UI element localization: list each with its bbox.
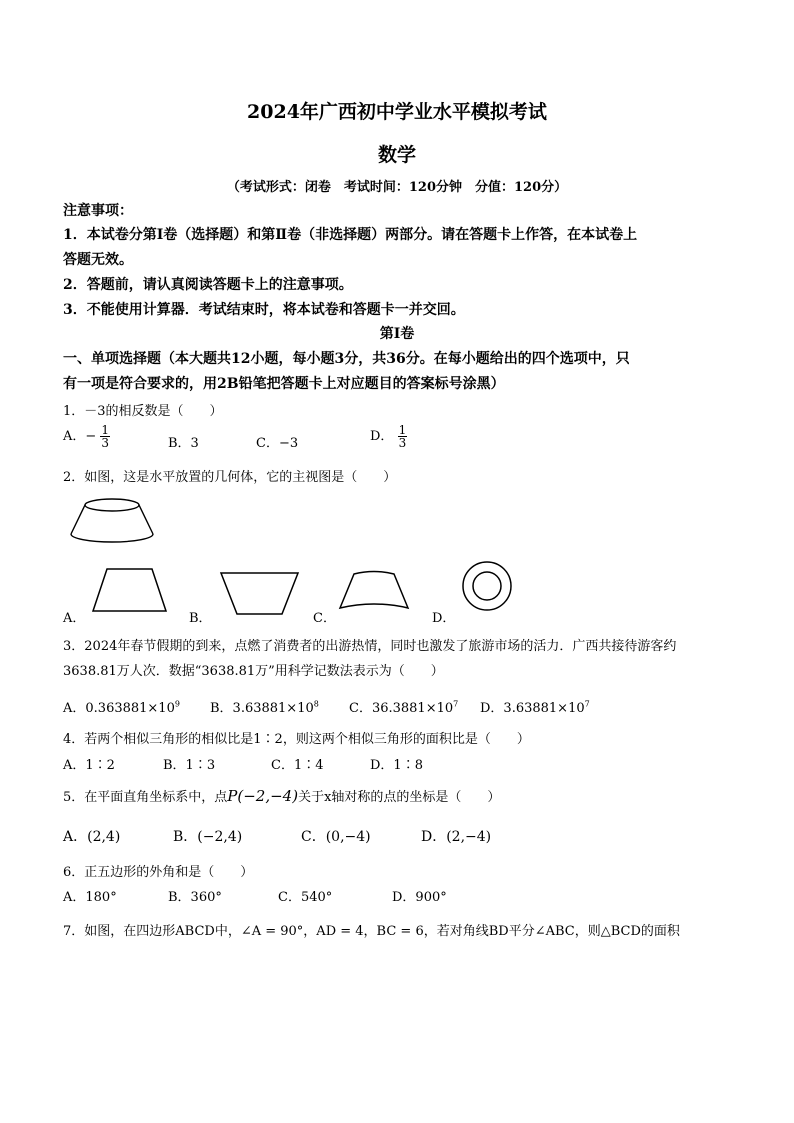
q3-option-d bbox=[480, 697, 590, 716]
q4-stem: 4．若两个相似三角形的相似比是1∶2，则这两个相似三角形的面积比是（ ） bbox=[63, 732, 530, 747]
q1-option-d bbox=[370, 424, 407, 449]
q5-option-a: A．(2,4) bbox=[63, 829, 121, 845]
q4-option-c: C．1∶4 bbox=[271, 758, 324, 773]
q1-option-d-label: D． bbox=[370, 429, 394, 444]
exam-info: （考试形式：闭卷 考试时间：120分钟 分值：120分） bbox=[226, 180, 568, 195]
q5-stem-suffix: 关于x轴对称的点的坐标是（ ） bbox=[298, 790, 501, 805]
q2-option-a-trapezoid-figure bbox=[90, 566, 170, 614]
note-1-line1: 1．本试卷分第Ⅰ卷（选择题）和第Ⅱ卷（非选择题）两部分。请在答题卡上作答，在本试卷上 bbox=[63, 227, 638, 243]
q2-option-b: B． bbox=[189, 611, 212, 626]
q2-option-d-ring-figure bbox=[460, 559, 514, 613]
q5-option-b: B．(−2,4) bbox=[173, 829, 243, 845]
section1-line2: 有一项是符合要求的，用2B铅笔把答题卡上对应题目的答案标号涂黑） bbox=[63, 376, 505, 392]
q3-option-a bbox=[63, 697, 180, 716]
q5-option-d: D．(2,−4) bbox=[421, 829, 492, 845]
part1-heading: 第Ⅰ卷 bbox=[379, 326, 415, 342]
q1-option-a-fraction bbox=[100, 424, 110, 449]
q2-option-d: D． bbox=[432, 611, 456, 626]
q6-option-c: C．540° bbox=[278, 890, 333, 905]
q2-option-c-curved-trapezoid-figure bbox=[334, 570, 414, 616]
q3-option-d-exponent: 7 bbox=[584, 699, 590, 709]
section1-line1: 一、单项选择题（本大题共12小题，每小题3分，共36分。在每小题给出的四个选项中，只 bbox=[63, 351, 630, 367]
q3-stem-line1: 3．2024年春节假期的到来，点燃了消费者的出游热情，同时也激发了旅游市场的活力．广西共接待游客约 bbox=[63, 639, 677, 654]
q6-option-a: A．180° bbox=[63, 890, 117, 905]
q3-option-a-base: A．0.363881×10 bbox=[63, 701, 175, 716]
q3-option-b-exponent: 8 bbox=[313, 699, 319, 709]
note-3: 3．不能使用计算器．考试结束时，将本试卷和答题卡一并交回。 bbox=[63, 302, 465, 318]
q1-option-c: C．−3 bbox=[256, 436, 299, 451]
q5-stem bbox=[63, 786, 500, 805]
q5-stem-prefix: 5．在平面直角坐标系中，点 bbox=[63, 790, 228, 805]
q3-option-c-exponent: 7 bbox=[453, 699, 459, 709]
q4-option-b: B．1∶3 bbox=[163, 758, 216, 773]
frustum-solid-figure bbox=[66, 494, 158, 546]
subject-title: 数学 bbox=[377, 144, 416, 166]
q3-stem-line2: 3638.81万人次．数据“3638.81万”用科学记数法表示为（ ） bbox=[63, 664, 444, 679]
q1-option-d-numerator: 1 bbox=[398, 423, 407, 437]
notes-heading: 注意事项： bbox=[63, 203, 133, 219]
q4-option-a: A．1∶2 bbox=[63, 758, 115, 773]
exam-title: 2024年广西初中学业水平模拟考试 bbox=[247, 101, 547, 123]
q6-option-b: B．360° bbox=[168, 890, 222, 905]
q1-option-a-numerator: 1 bbox=[101, 423, 110, 437]
q1-option-b: B．3 bbox=[168, 436, 199, 451]
q3-option-b bbox=[210, 697, 319, 716]
q6-stem: 6．正五边形的外角和是（ ） bbox=[63, 865, 254, 880]
q2-stem: 2．如图，这是水平放置的几何体，它的主视图是（ ） bbox=[63, 470, 397, 485]
q1-option-d-denominator: 3 bbox=[398, 436, 407, 450]
q3-option-c-base: C．36.3881×10 bbox=[349, 701, 454, 716]
q3-option-a-exponent: 9 bbox=[174, 699, 180, 709]
q3-option-d-base: D．3.63881×10 bbox=[480, 701, 585, 716]
q1-stem: 1．－3的相反数是（ ） bbox=[63, 404, 223, 419]
note-1-line2: 答题无效。 bbox=[63, 252, 133, 268]
q5-point: P(−2,−4) bbox=[227, 787, 299, 805]
q1-option-a-denominator: 3 bbox=[101, 436, 110, 450]
q2-option-a: A． bbox=[63, 611, 86, 626]
note-2: 2．答题前，请认真阅读答题卡上的注意事项。 bbox=[63, 277, 353, 293]
q1-option-d-fraction bbox=[398, 424, 408, 449]
q7-stem: 7．如图，在四边形ABCD中，∠A = 90°，AD = 4，BC = 6，若对角线BD平分∠ABC，则△BCD的面积 bbox=[63, 924, 680, 939]
q3-option-c bbox=[349, 697, 458, 716]
q6-option-d: D．900° bbox=[392, 890, 447, 905]
q5-option-c: C．(0,−4) bbox=[301, 829, 371, 845]
q4-option-d: D．1∶8 bbox=[370, 758, 423, 773]
q2-option-c: C． bbox=[313, 611, 336, 626]
q3-option-b-base: B．3.63881×10 bbox=[210, 701, 314, 716]
q2-option-b-inverted-trapezoid-figure bbox=[218, 570, 304, 618]
q1-option-a-label: A．− bbox=[63, 429, 97, 444]
q1-option-a bbox=[63, 424, 110, 449]
